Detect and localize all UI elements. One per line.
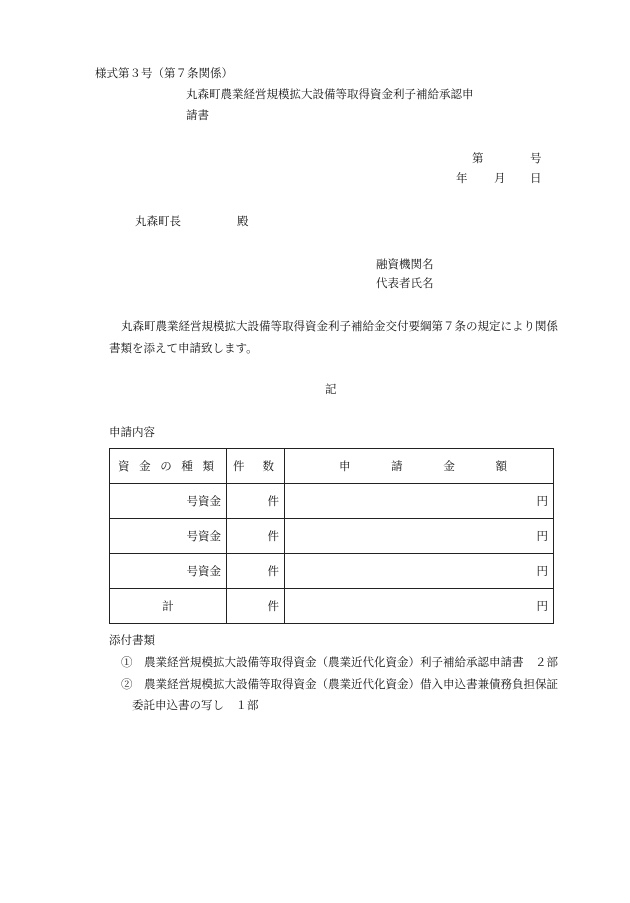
attachment-item-1: ① 農業経営規模拡大設備等取得資金（農業近代化資金）利子補給承認申請書 ２部: [121, 655, 558, 669]
count-cell: 件: [227, 589, 285, 624]
fund-type-cell: 号資金: [110, 554, 227, 589]
fund-type-cell: 号資金: [110, 519, 227, 554]
doc-number-go: 号: [530, 151, 542, 165]
table-row: [110, 519, 554, 554]
application-table: [109, 448, 554, 624]
body-text-line2: 書類を添えて申請致します。: [109, 341, 258, 355]
header-count: 件 数: [227, 449, 285, 484]
document-title-line1: 丸森町農業経営規模拡大設備等取得資金利子補給承認申: [186, 87, 474, 101]
addressee-name: 丸森町長: [135, 214, 181, 228]
amount-cell: 円: [285, 554, 554, 589]
count-cell: 件: [227, 519, 285, 554]
document-title-line2: 請書: [186, 108, 209, 122]
form-number: 様式第３号（第７条関係）: [95, 66, 233, 80]
content-heading: 申請内容: [109, 425, 155, 439]
attachments-heading: 添付書類: [109, 633, 155, 647]
count-cell: 件: [227, 554, 285, 589]
date-year: 年: [456, 171, 468, 185]
date-month: 月: [494, 171, 506, 185]
count-cell: 件: [227, 484, 285, 519]
header-fund-type: 資 金 の 種 類: [110, 449, 227, 484]
table-row: [110, 554, 554, 589]
amount-cell: 円: [285, 519, 554, 554]
table-header-row: [110, 449, 554, 484]
attachment-item-2-line2: 委託申込書の写し １部: [132, 698, 259, 712]
representative-label: 代表者氏名: [376, 276, 434, 290]
table-row: [110, 484, 554, 519]
ki-heading: 記: [325, 382, 337, 396]
header-amount: 申 請 金 額: [285, 449, 554, 484]
doc-number-dai: 第: [472, 151, 484, 165]
addressee-honorific: 殿: [237, 214, 249, 228]
institution-label: 融資機関名: [376, 257, 434, 271]
total-label-cell: 計: [110, 589, 227, 624]
attachment-item-2-line1: ② 農業経営規模拡大設備等取得資金（農業近代化資金）借入申込書兼債務負担保証: [121, 677, 558, 691]
amount-cell: 円: [285, 589, 554, 624]
amount-cell: 円: [285, 484, 554, 519]
fund-type-cell: 号資金: [110, 484, 227, 519]
table-total-row: [110, 589, 554, 624]
date-day: 日: [530, 171, 542, 185]
body-text-line1: 丸森町農業経営規模拡大設備等取得資金利子補給金交付要綱第７条の規定により関係: [121, 319, 558, 333]
